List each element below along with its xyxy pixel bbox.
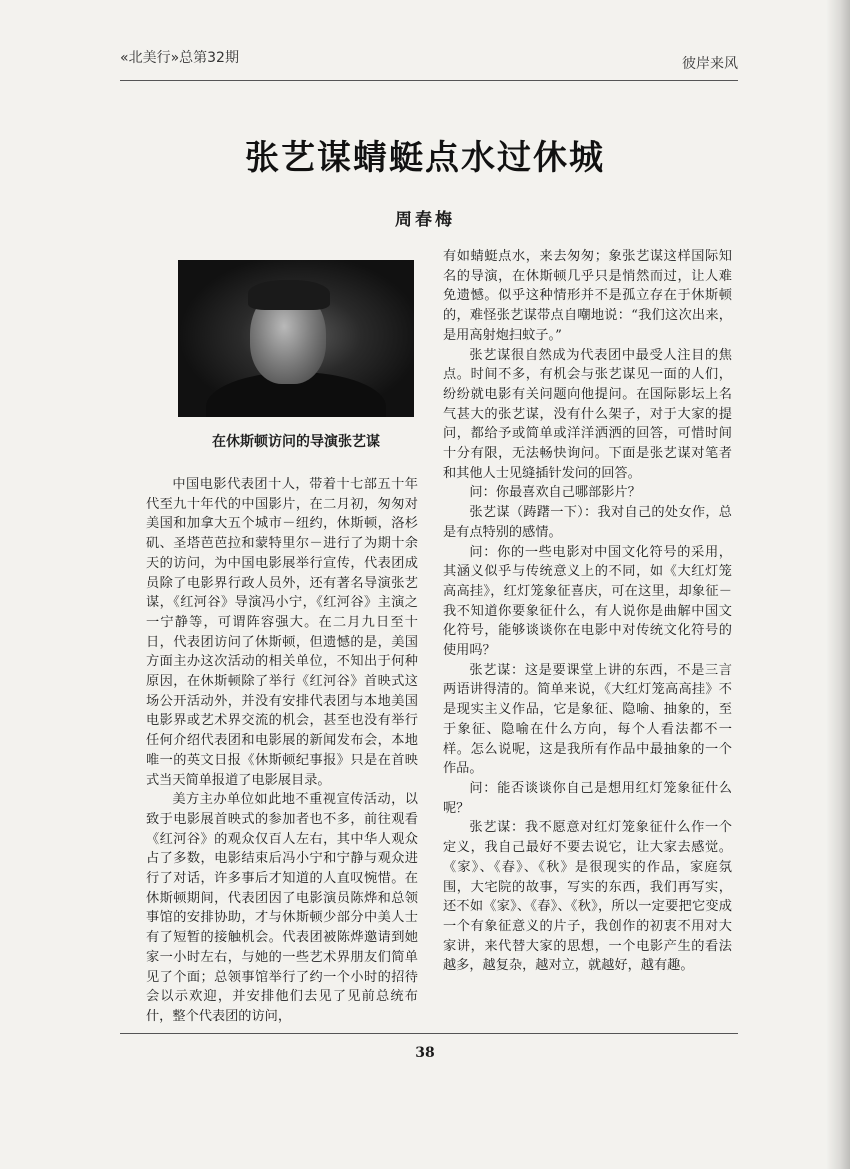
- journal-issue-label: «北美行»总第32期: [120, 50, 239, 66]
- answer-paragraph: 张艺谋：这是要课堂上讲的东西，不是三言两语讲得清的。简单来说，《大红灯笼高高挂》不是现实主义作品，它是象征、隐喻、抽象的，至于象征、隐喻在什么方向，每个人看法都不一样。怎么说呢，这是我所有作品中最抽象的一个作品。: [443, 662, 732, 777]
- photo-caption: 在休斯顿访问的导演张艺谋: [212, 434, 380, 450]
- paragraph: 有如蜻蜓点水，来去匆匆；象张艺谋这样国际知名的导演，在休斯顿几乎只是悄然而过，让人难免遗憾。似乎这种情形并不是孤立存在于休斯顿的，难怪张艺谋带点自嘲地说：“我们这次出来，是用高射炮扫蚊子。”: [443, 249, 732, 343]
- portrait-photo: [178, 260, 414, 417]
- footer-divider: [120, 1033, 738, 1034]
- article-author: 周春梅: [395, 210, 455, 230]
- paragraph: 中国电影代表团十人，带着十七部五十年代至九十年代的中国影片，在二月初，匆匆对美国和加拿大五个城市－纽约，休斯顿，洛杉矶、圣塔芭芭拉和蒙特里尔－进行了为期十余天的访问，为中国电影展举行宣传，代表团成员除了电影界行政人员外，还有著名导演张艺谋，《红河谷》导演冯小宁，《红河谷》主演之一宁静等，可谓阵容强大。在二月九日至十日，代表团访问了休斯顿，但遗憾的是，美国方面主办这次活动的相关单位，不知出于何种原因，在休斯顿除了举行《红河谷》首映式这场公开活动外，并没有安排代表团与本地美国电影界或艺术界交流的机会，甚至也没有举行任何介绍代表团和电影展的新闻发布会，本地唯一的英文日报《休斯顿纪事报》只是在首映式当天简单报道了电影展目录。: [146, 477, 418, 788]
- paragraph: 张艺谋很自然成为代表团中最受人注目的焦点。时间不多，有机会与张艺谋见一面的人们，纷纷就电影有关问题向他提问。在国际影坛上名气甚大的张艺谋，没有什么架子，对于大家的提问，都给予或简单或洋洋洒洒的回答，可惜时间十分有限，无法畅快询问。下面是张艺谋对笔者和其他人士见缝插针发问的回答。: [443, 347, 732, 481]
- question-paragraph: 问：能否谈谈你自己是想用红灯笼象征什么呢？: [443, 780, 732, 816]
- photo-hair: [248, 280, 330, 310]
- question-paragraph: 问：你的一些电影对中国文化符号的采用，其涵义似乎与传统意义上的不同，如《大红灯笼高高挂》，红灯笼象征喜庆，可在这里，却象征－我不知道你要象征什么，有人说你是曲解中国文化符号，能够谈谈你在电影中对传统文化符号的使用吗？: [443, 544, 732, 659]
- header-divider: [120, 80, 738, 81]
- article-right-column: [443, 247, 732, 976]
- answer-paragraph: 张艺谋（踌躇一下）：我对自己的处女作，总是有点特别的感情。: [443, 505, 732, 540]
- article-left-column: [146, 475, 418, 1027]
- answer-paragraph: 张艺谋：我不愿意对红灯笼象征什么作一个定义，我自己最好不要去说它，让大家去感觉。《家》、《春》、《秋》是很现实的作品，家庭氛围，大宅院的故事，写实的东西，我们再写实，还不如《家》、《春》、《秋》，所以一定要把它变成一个有象征意义的片子，我创作的初衷不用对大家讲，来代替大家的思想，一个电影产生的看法越多，越复杂，越对立，就越好，越有趣。: [443, 820, 732, 974]
- question-paragraph: 问：你最喜欢自己哪部影片？: [469, 485, 641, 501]
- page-number: 38: [415, 1045, 435, 1061]
- paragraph: 美方主办单位如此地不重视宣传活动，以致于电影展首映式的参加者也不多，前往观看《红河谷》的观众仅百人左右，其中华人观众占了多数，电影结束后冯小宁和宁静与观众进行了对话，许多事后才知道的人直叹惋惜。在休斯顿期间，代表团因了电影演员陈烨和总领事馆的安排协助，才与休斯顿少部分中美人士有了短暂的接触机会。代表团被陈烨邀请到她家一小时左右，与她的一些艺术界朋友们简单见了个面；总领事馆举行了约一个小时的招待会以示欢迎，并安排他们去见了见前总统布什，整个代表团的访问，: [146, 792, 418, 1024]
- section-label: 彼岸来风: [682, 56, 738, 72]
- article-title: 张艺谋蜻蜓点水过休城: [245, 138, 605, 178]
